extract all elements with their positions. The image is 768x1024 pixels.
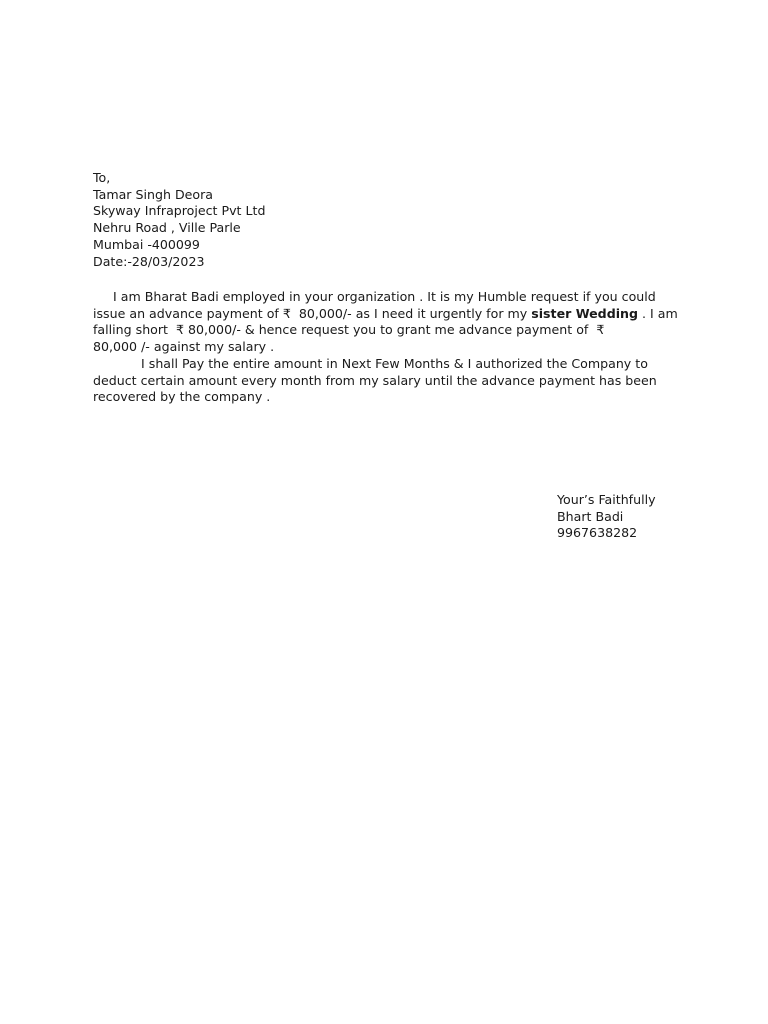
body-line: 80,000 /- against my salary . [93,339,275,355]
body-line: I shall Pay the entire amount in Next Few Months & I authorized the Company to [93,355,648,371]
letter-date: Date:-28/03/2023 [93,253,205,269]
body-line: recovered by the company . [93,389,271,405]
recipient-name: Tamar Singh Deora [93,186,213,202]
recipient-street: Nehru Road , Ville Parle [93,220,241,236]
body-line: I am Bharat Badi employed in your organization . It is my Humble request if you could [93,289,656,304]
emphasis-text: sister Wedding [531,305,639,321]
salutation-to: To, [93,170,111,185]
signoff-block [557,492,656,542]
body-line: deduct certain amount every month from my salary until the advance payment has been [93,372,657,388]
recipient-company: Skyway Infraproject Pvt Ltd [93,203,266,219]
recipient-address-block [93,170,265,270]
body-text-segment: issue an advance payment of ₹ 80,000/- as I need it urgently for my [93,305,532,321]
letter-body [93,289,683,406]
recipient-city: Mumbai -400099 [93,236,200,252]
body-line: falling short ₹ 80,000/- & hence request you to grant me advance payment of ₹ [93,322,605,338]
body-line [93,306,683,323]
closing-text: Your’s Faithfully [557,492,656,507]
body-text-segment: . I am [638,305,678,321]
sender-phone: 9967638282 [557,525,638,541]
sender-name: Bhart Badi [557,508,624,524]
